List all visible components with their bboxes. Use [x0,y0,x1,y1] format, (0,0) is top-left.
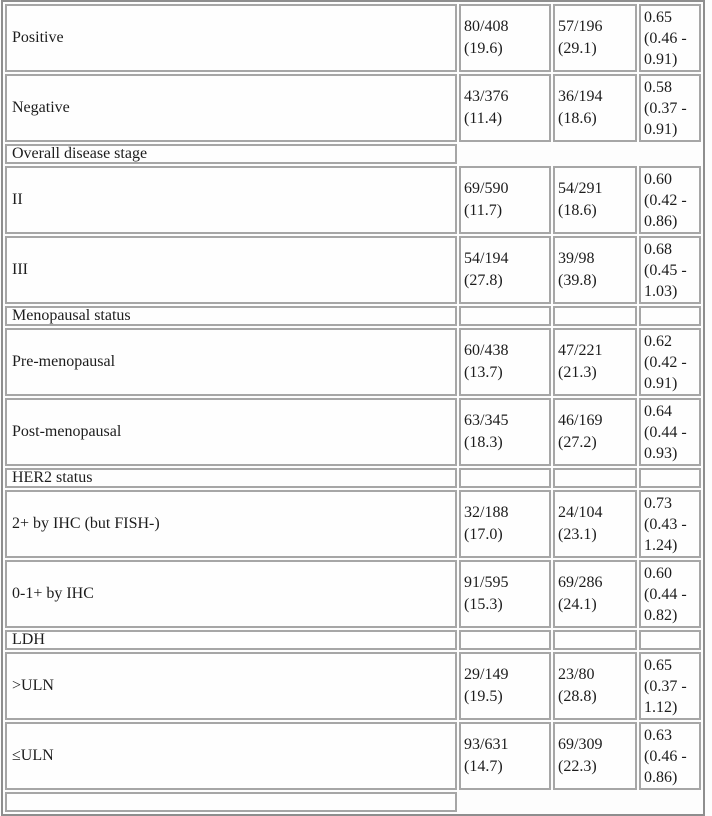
arm2-events-cell [553,722,637,790]
arm1-events-pct: (11.7) [464,202,503,219]
arm2-events-n: 47/221 [558,342,603,359]
hazard-ratio-value: 0.64 [644,402,672,420]
hazard-ratio-value: 0.63 [644,726,672,744]
arm1-events-cell [459,328,551,396]
arm2-events-cell [553,328,637,396]
hazard-ratio-value: 0.65 [644,656,672,674]
arm1-events-cell [459,652,551,720]
arm1-events-pct: (27.8) [464,272,503,289]
arm2-events-pct: (39.8) [558,272,597,289]
clipped-section-cell [5,792,457,812]
arm2-events-cell [553,398,637,466]
arm2-events-n: 54/291 [558,180,603,197]
arm1-events-n: 60/438 [464,342,509,359]
arm2-events-n: 69/286 [558,574,603,591]
arm2-events-pct: (18.6) [558,110,597,127]
arm2-events-n: 69/309 [558,736,603,753]
section-title-cell: Overall disease stage [5,144,457,164]
arm2-events-cell [553,4,637,72]
hazard-ratio-cell [639,722,701,790]
hazard-ratio-ci: (0.42 - 0.91) [644,353,687,392]
arm2-events-n: 46/169 [558,412,603,429]
arm1-events-cell [459,398,551,466]
empty-cell [553,468,637,488]
arm1-events-cell [459,722,551,790]
subgroup-label-cell [5,328,457,396]
hazard-ratio-value: 0.62 [644,332,672,350]
arm2-events-n: 24/104 [558,504,603,521]
subgroup-label: Post-menopausal [12,423,122,440]
subgroup-label: Pre-menopausal [12,353,116,370]
subgroup-label-cell [5,398,457,466]
hazard-ratio-value: 0.68 [644,240,672,258]
arm1-events-cell [459,4,551,72]
section-header-row [5,468,701,488]
arm2-events-cell [553,652,637,720]
section-header-row [5,630,701,650]
empty-cell [639,306,701,326]
arm1-events-cell [459,560,551,628]
clipped-next-row [5,792,701,812]
hazard-ratio-ci: (0.45 - 1.03) [644,261,687,300]
arm1-events-n: 29/149 [464,666,509,683]
arm1-events-pct: (15.3) [464,596,503,613]
hazard-ratio-ci: (0.43 - 1.24) [644,515,687,554]
arm2-events-n: 23/80 [558,666,595,683]
subgroup-label: II [12,191,23,208]
subgroup-label: Negative [12,99,70,116]
section-header-row [5,306,701,326]
hazard-ratio-cell [639,398,701,466]
hazard-ratio-ci: (0.42 - 0.86) [644,191,687,230]
table-row [5,490,701,558]
arm1-events-n: 69/590 [464,180,509,197]
subgroup-label: 2+ by IHC (but FISH-) [12,515,160,532]
empty-cell [459,792,551,812]
subgroup-label: 0-1+ by IHC [12,585,94,602]
arm1-events-pct: (17.0) [464,526,503,543]
table-row [5,166,701,234]
arm2-events-pct: (27.2) [558,434,597,451]
subgroup-label-cell [5,560,457,628]
arm1-events-n: 63/345 [464,412,509,429]
hazard-ratio-cell [639,560,701,628]
arm1-events-cell [459,166,551,234]
arm2-events-pct: (28.8) [558,688,597,705]
empty-cell [553,306,637,326]
empty-cell [459,144,551,164]
arm1-events-pct: (18.3) [464,434,503,451]
hazard-ratio-ci: (0.37 - 0.91) [644,99,687,138]
arm2-events-pct: (29.1) [558,40,597,57]
arm2-events-cell [553,236,637,304]
arm2-events-cell [553,490,637,558]
hazard-ratio-cell [639,236,701,304]
subgroup-label: III [12,261,28,278]
empty-cell [553,792,637,812]
arm1-events-pct: (19.5) [464,688,503,705]
subgroup-analysis-table [1,0,705,816]
empty-cell [553,630,637,650]
subgroup-label: >ULN [12,677,54,694]
empty-cell [459,468,551,488]
arm1-events-n: 93/631 [464,736,509,753]
empty-cell [553,144,637,164]
arm2-events-pct: (22.3) [558,758,597,775]
arm1-events-pct: (14.7) [464,758,503,775]
table-row [5,560,701,628]
arm1-events-pct: (19.6) [464,40,503,57]
arm2-events-cell [553,560,637,628]
hazard-ratio-cell [639,166,701,234]
hazard-ratio-cell [639,328,701,396]
hazard-ratio-ci: (0.44 - 0.93) [644,423,687,462]
arm2-events-pct: (21.3) [558,364,597,381]
arm1-events-n: 43/376 [464,88,509,105]
hazard-ratio-value: 0.60 [644,170,672,188]
arm2-events-pct: (18.6) [558,202,597,219]
subgroup-label-cell [5,490,457,558]
section-title-cell: Menopausal status [5,306,457,326]
table-row [5,398,701,466]
arm1-events-cell [459,74,551,142]
subgroup-label-cell [5,236,457,304]
arm1-events-pct: (11.4) [464,110,503,127]
hazard-ratio-ci: (0.44 - 0.82) [644,585,687,624]
arm2-events-cell [553,74,637,142]
subgroup-label-cell [5,166,457,234]
empty-cell [639,630,701,650]
hazard-ratio-cell [639,4,701,72]
arm1-events-n: 80/408 [464,18,509,35]
hazard-ratio-ci: (0.46 - 0.91) [644,29,687,68]
hazard-ratio-value: 0.60 [644,564,672,582]
hazard-ratio-cell [639,652,701,720]
arm2-events-n: 39/98 [558,250,595,267]
table-row [5,652,701,720]
arm2-events-cell [553,166,637,234]
empty-cell [639,468,701,488]
hazard-ratio-value: 0.58 [644,78,672,96]
table-row [5,328,701,396]
arm2-events-n: 36/194 [558,88,603,105]
arm2-events-n: 57/196 [558,18,603,35]
table-row [5,236,701,304]
hazard-ratio-value: 0.73 [644,494,672,512]
arm1-events-cell [459,236,551,304]
arm2-events-pct: (24.1) [558,596,597,613]
subgroup-label-cell [5,652,457,720]
arm1-events-cell [459,490,551,558]
arm1-events-pct: (13.7) [464,364,503,381]
empty-cell [459,630,551,650]
empty-cell [639,792,701,812]
hazard-ratio-ci: (0.37 - 1.12) [644,677,687,716]
section-title-cell: HER2 status [5,468,457,488]
table-row [5,722,701,790]
hazard-ratio-cell [639,490,701,558]
arm2-events-pct: (23.1) [558,526,597,543]
empty-cell [639,144,701,164]
table-row [5,74,701,142]
subgroup-label-cell [5,74,457,142]
hazard-ratio-ci: (0.46 - 0.86) [644,747,687,786]
hazard-ratio-cell [639,74,701,142]
empty-cell [459,306,551,326]
arm1-events-n: 32/188 [464,504,509,521]
table-row [5,4,701,72]
arm1-events-n: 91/595 [464,574,509,591]
hazard-ratio-value: 0.65 [644,8,672,26]
subgroup-label-cell [5,722,457,790]
section-title-cell: LDH [5,630,457,650]
section-header-row [5,144,701,164]
subgroup-label-cell [5,4,457,72]
arm1-events-n: 54/194 [464,250,509,267]
subgroup-label: Positive [12,29,64,46]
subgroup-label: ≤ULN [12,747,54,764]
